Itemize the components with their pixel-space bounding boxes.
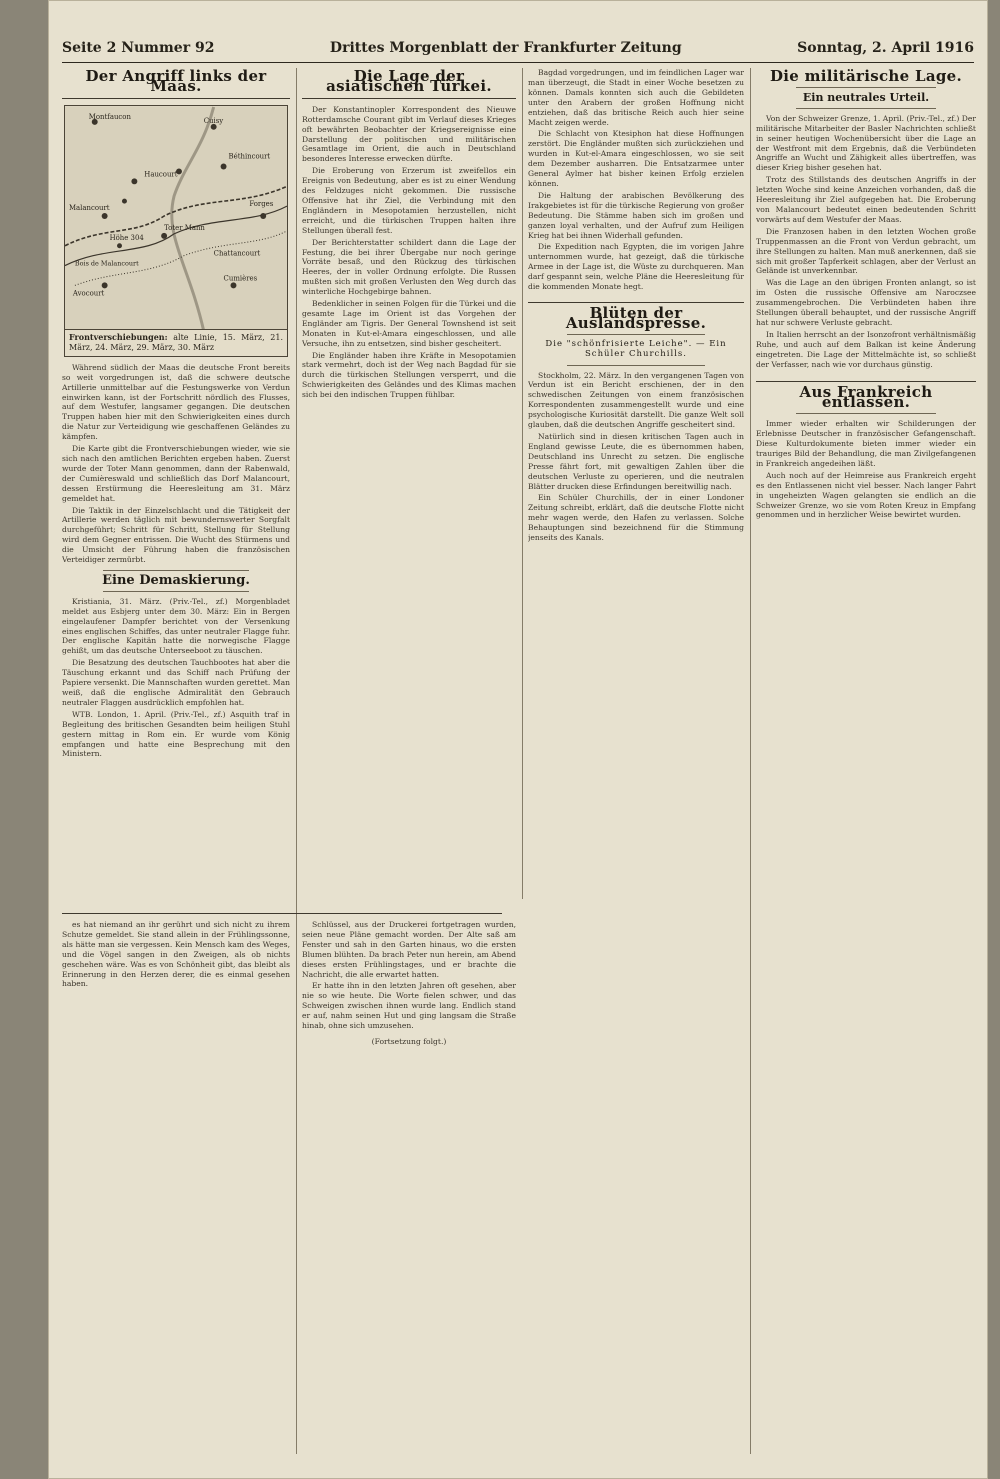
newspaper-title: Drittes Morgenblatt der Frankfurter Zeitung [329, 40, 682, 56]
map-label: Malancourt [68, 203, 110, 212]
divider [796, 108, 937, 109]
article-paragraph: Die Haltung der arabischen Bevölkerung des Irakgebietes ist für die türkische Regierung von großer Bedeutung. Die Stämme haben sich im großen und ganzen loyal verhalten, und der Aufruf zum Heiligen Krieg hat bei ihnen Widerhall gefunden. [528, 190, 744, 240]
page-number: Seite 2 Nummer 92 [62, 40, 215, 56]
map-label: Höhe 304 [109, 233, 144, 242]
map-label: Chattancourt [213, 249, 261, 258]
masthead-rule [62, 62, 974, 63]
headline-militaerische-lage: Die militärische Lage. [769, 68, 963, 85]
newspaper-page [48, 0, 988, 1479]
headline-frankreich: Aus Frankreich entlassen. [799, 383, 933, 412]
article-paragraph: Die Schlacht von Ktesiphon hat diese Hoffnungen zerstört. Die Engländer mußten sich zurückziehen und wurden in Kut-el-Amara eingeschlossen, wo sie seit dem Dezember ausharren. Die Entsatzarmee unter General Aylmer hat bisher keinen Erfolg erzielen können. [528, 129, 744, 188]
article-paragraph: Die Eroberung von Erzerum ist zweifellos ein Ereignis von Bedeutung, aber es ist zu einer Wendung des Feldzuges nicht gekommen. Die russische Offensive hat ihr Ziel, die Verbindung mit den Engländern in Mesopotamien herzustellen, nicht erreicht, und die türkischen Truppen halten ihre Stellungen überall fest. [302, 166, 516, 235]
article-paragraph: Der Konstantinopler Korrespondent des Nieuwe Rotterdamsche Courant gibt im Verlauf dieses Krieges oft bewährten Beobachter der Kriegsereignisse eine Darstellung der politischen und militärischen Gesamtlage im Orient, die auch in Deutschland besonderes Interesse erwecken dürfte. [302, 104, 516, 164]
divider [567, 334, 705, 335]
column-rule [296, 918, 297, 1454]
feuilleton-paragraph: Schlüssel, aus der Druckerei fortgetragen wurden, seien neue Pläne gemacht worden. Der Alte saß am Fenster und sah in den Garten hinaus, wo die ersten Blumen blühten. Da brach Peter nun herein, am Abend dieses ersten Frühlingstages, und er brachte die Nachricht, die alle erwartet hatten. [302, 920, 516, 979]
map-label: Montfaucon [88, 112, 131, 121]
map-caption [65, 329, 287, 356]
article-paragraph: Der Berichterstatter schildert dann die Lage der Festung, die bei ihrer Übergabe nur noch geringe Vorräte besaß, und den Rückzug des türkischen Heeres, der in voller Ordnung erfolgte. Die Russen mußten sich mit großen Verlusten den Weg durch das winterliche Hochgebirge bahnen. [302, 237, 516, 297]
article-paragraph: Während südlich der Maas die deutsche Front bereits so weit vorgedrungen ist, daß die schwere deutsche Artillerie unmittelbar auf die Festungswerke von Verdun einwirken kann, ist der Fortschritt nördlich des Flusses, auf dem Westufer, langsamer gegangen. Die deutschen Truppen haben hier mit den Schwierigkeiten eines durch die Natur zur Verteidigung wie geschaffenen Geländes zu kämpfen. [62, 362, 290, 442]
article-paragraph: Die Besatzung des deutschen Tauchbootes hat aber die Täuschung erkannt und das Schiff nach Prüfung der Papiere versenkt. Die Mannschaften wurden gerettet. Man weiß, daß die englische Admiralität den Gebrauch neutraler Flaggen ausdrücklich empfohlen hat. [62, 658, 290, 707]
divider [103, 570, 249, 571]
article-paragraph: WTB. London, 1. April. (Priv.-Tel., zf.) Asquith traf in Begleitung des britischen Gesandten beim heiligen Stuhl gestern mittag in Rom ein. Er wurde vom König empfangen und hatte eine Besprechung mit den Ministern. [62, 709, 290, 759]
divider [62, 98, 290, 99]
map-label: Cuisy [203, 116, 224, 125]
article-paragraph: Die Taktik in der Einzelschlacht und die Tätigkeit der Artillerie werden täglich mit bewundernswerter Sorgfalt durchgeführt; Schritt für Schritt, Stellung für Stellung wird dem Gegner entrissen. Die Wucht des Stürmens und die Umsicht der Führung haben die französischen Verteidiger zermürbt. [62, 505, 290, 565]
divider [103, 591, 249, 592]
battle-map [64, 105, 288, 357]
article-paragraph: In Italien herrscht an der Isonzofront verhältnismäßig Ruhe, und auch auf dem Balkan ist keine Änderung eingetreten. Die Lage der Mittelmächte ist, so schließt der Verfasser, nach wie vor durchaus günstig. [756, 329, 976, 369]
map-label: Cumières [223, 274, 258, 283]
feuilleton-paragraph: Er hatte ihn in den letzten Jahren oft gesehen, aber nie so wie heute. Die Worte fielen schwer, und das Schweigen zwischen ihnen wurde lang. Endlich stand er auf, nahm seinen Hut und ging langsam die Straße hinab, ohne sich umzusehen. [302, 981, 516, 1031]
divider [567, 365, 705, 366]
article-paragraph: Immer wieder erhalten wir Schilderungen der Erlebnisse Deutscher in französischer Gefangenschaft. Diese Kulturdokumente bieten immer wieder ein trauriges Bild der Behandlung, die man Zivilgefangenen in Frankreich angedeihen läßt. [756, 419, 976, 468]
divider [796, 413, 937, 414]
article-paragraph: Bagdad vorgedrungen, und im feindlichen Lager war man überzeugt, die Stadt in einer Woche besetzen zu können. Damals konnten sich auch die Gebildeten unter den Arabern der großen Hoffnung nicht entziehen, daß das britische Reich auch hier seine Macht zeigen werde. [528, 68, 744, 127]
article-paragraph: Ein Schüler Churchills, der in einer Londoner Zeitung schreibt, erklärt, daß die deutsche Flotte nicht mehr wagen werde, den Hafen zu verlassen. Solche Behauptungen sind bezeichnend für die Stimmung jenseits des Kanals. [528, 493, 744, 543]
article-paragraph: Die Franzosen haben in den letzten Wochen große Truppenmassen an die Front von Verdun gebracht, um ihre Stellungen zu halten. Man muß anerkennen, daß sie sich mit großer Tapferkeit schlagen, aber der Verlust an Gelände ist unverkennbar. [756, 226, 976, 276]
article-paragraph: Trotz des Stillstands des deutschen Angriffs in der letzten Woche sind keine Anzeichen vorhanden, daß die Heeresleitung ihr Ziel aufgegeben hat. Die Eroberung von Malancourt bedeutet einen bedeutenden Schritt vorwärts auf dem Westufer der Maas. [756, 175, 976, 224]
column-4 [756, 68, 976, 1448]
article-paragraph: Auch noch auf der Heimreise aus Frankreich ergeht es den Entlassenen nicht viel besser. Nach langer Fahrt in ungeheizten Wagen gelangten sie endlich an die Schweizer Grenze, wo sie vom Roten Kreuz in Empfang genommen und in herzlicher Weise bewirtet wurden. [756, 470, 976, 520]
continuation-note: (Fortsetzung folgt.) [371, 1036, 447, 1046]
subheadline: Ein neutrales Urteil. [802, 90, 930, 104]
subheadline: Die "schönfrisierte Leiche". — Ein Schüler Churchills. [545, 338, 727, 359]
article-paragraph: Stockholm, 22. März. In den vergangenen Tagen von Verdun ist ein Bericht erschienen, der in den schwedischen Zeitungen von einem französischen Korrespondenten zusammengestellt wurde und eine psychologische Kuriosität darstellt. Die ganze Welt soll glauben, daß die deutschen Angriffe gescheitert sind. [528, 370, 744, 430]
headline-auslandspresse: Blüten der Auslandspresse. [565, 303, 707, 332]
divider [796, 87, 937, 88]
article-paragraph: Die Expedition nach Egypten, die im vorigen Jahre unternommen wurde, hat gezeigt, daß die türkische Armee in der Lage ist, die Wüste zu durchqueren. Man darf gespannt sein, welche Pläne die Heeresleitung für die kommenden Monate hegt. [528, 242, 744, 292]
issue-date: Sonntag, 2. April 1916 [797, 40, 974, 56]
headline-tuerkei: Die Lage der asiatischen Türkei. [326, 68, 492, 95]
column-3 [528, 68, 744, 1448]
feuilleton-rule [62, 913, 502, 914]
divider [756, 381, 976, 382]
map-label: Bois de Malancourt [74, 259, 139, 268]
article-paragraph: Von der Schweizer Grenze, 1. April. (Priv.-Tel., zf.) Der militärische Mitarbeiter der Basler Nachrichten schließt in seiner heutigen Wochenübersicht über die Lage an der Westfront mit dem Ergebnis, daß die Verbündeten Angriffe an Wucht und Zähigkeit alles übertreffen, was dieser Krieg bisher gesehen hat. [756, 113, 976, 173]
column-rule [750, 68, 751, 1454]
article-paragraph: Kristiania, 31. März. (Priv.-Tel., zf.) Morgenbladet meldet aus Esbjerg unter dem 30. März: Ein in Bergen eingelaufener Dampfer berichtet von der Versenkung eines englischen Schiffes, das unter neutraler Flagge fuhr. Der englische Kapitän hatte die norwegische Flagge gehißt, um das deutsche Unterseeboot zu täuschen. [62, 596, 290, 656]
article-paragraph: Was die Lage an den übrigen Fronten anlangt, so ist im Osten die russische Offensive am Naroczsee zusammengebrochen. Die Verbündeten haben ihre Stellungen überall behauptet, und der russische Angriff hat nur schwere Verluste gebracht. [756, 278, 976, 327]
feuilleton-paragraph: es hat niemand an ihr gerührt und sich nicht zu ihrem Schutze gemeldet. Sie stand allein in der Frühlingssonne, als hätte man sie vergessen. Kein Mensch kam des Weges, und die Vögel sangen in den Zweigen, als ob nichts geschehen wäre. Was es von Schönheit gibt, das bleibt als Erinnerung in den Herzen derer, die es einmal gesehen haben. [62, 920, 290, 989]
article-paragraph: Bedenklicher in seinen Folgen für die Türkei und die gesamte Lage im Orient ist das Vorgehen der Engländer am Tigris. Der General Townshend ist seit Monaten in Kut-el-Amara eingeschlossen, und alle Versuche, ihn zu entsetzen, sind bisher gescheitert. [302, 299, 516, 348]
map-label: Béthincourt [228, 152, 271, 161]
divider [302, 98, 516, 99]
map-label: Haucourt [144, 170, 178, 179]
feuilleton-column-2 [302, 920, 516, 1420]
headline-demaskierung: Eine Demaskierung. [102, 572, 250, 588]
battle-map-drawing [65, 106, 287, 332]
map-caption-text: alte Linie, 15. März, 21. März, 24. März, 29. März, 30. März [69, 332, 284, 352]
map-label: Avocourt [72, 289, 105, 298]
map-caption-label: Frontverschiebungen: [69, 331, 168, 342]
masthead [62, 40, 974, 62]
feuilleton-column-1 [62, 920, 290, 1420]
map-label: Forges [249, 199, 274, 208]
headline-maas: Der Angriff links der Maas. [85, 68, 267, 95]
article-paragraph: Natürlich sind in diesen kritischen Tagen auch in England gewisse Leute, die es übernommen haben, Deutschland ins Unrecht zu setzen. Die englische Presse fährt fort, mit gewaltigen Zahlen über die deutschen Verluste zu operieren, und die neutralen Blätter drucken diese Erfindungen bereitwillig nach. [528, 432, 744, 491]
map-label: Toter Mann [164, 223, 205, 232]
column-rule [522, 68, 523, 899]
column-1 [62, 68, 290, 908]
article-paragraph: Die Karte gibt die Frontverschiebungen wieder, wie sie sich nach den amtlichen Berichten ergeben haben. Zuerst wurde der Toter Mann genommen, dann der Rabenwald, der Cumièreswald und schließlich das Dorf Malancourt, dessen Erstürmung die Heeresleitung am 31. März gemeldet hat. [62, 444, 290, 503]
column-2 [302, 68, 516, 908]
article-paragraph: Die Engländer haben ihre Kräfte in Mesopotamien stark vermehrt, doch ist der Weg nach Bagdad für sie durch die türkischen Stellungen versperrt, und die Schwierigkeiten des Geländes und des Klimas machen sich bei den indischen Truppen fühlbar. [302, 350, 516, 400]
divider [528, 302, 744, 303]
